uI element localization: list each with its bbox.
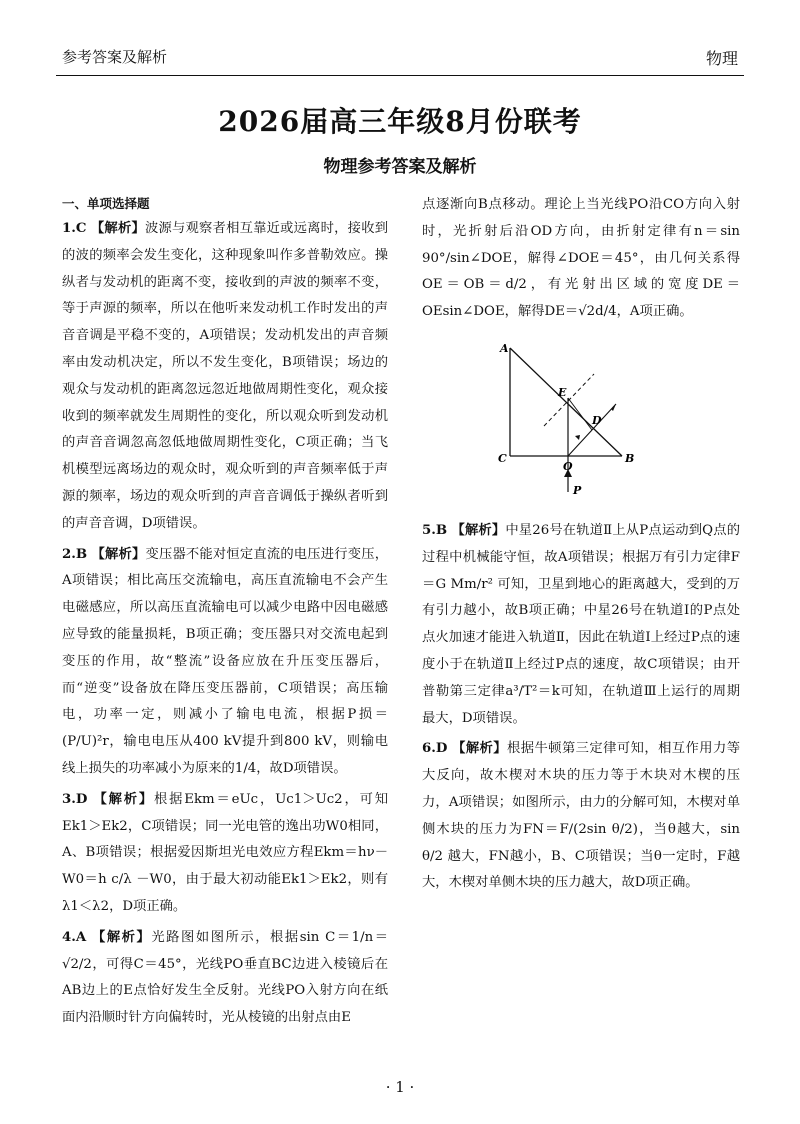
answer-5-text: 中星26号在轨道Ⅱ上从P点运动到Q点的过程中机械能守恒，故A项错误；根据万有引力定律F＝G Mm/r² 可知，卫星到地心的距离越大，受到的万有引力越小，故B项正确；中星26号在轨道Ⅰ的P点处点火加速才能进入轨道Ⅱ，因此在轨道Ⅰ上经过P点的速度小于在轨道Ⅱ上经过P点的速度，故C项错误；由开普勒第三定律a³/T²＝k可知，在轨道Ⅲ上运行的周期最大，D项错误。 [422, 522, 740, 726]
answer-1-head: 1.C [62, 221, 87, 236]
label-e: E [558, 385, 567, 399]
segment-ed [568, 398, 592, 430]
answer-5-head: 5.B [422, 522, 448, 538]
answer-6 [422, 736, 740, 897]
left-column [62, 193, 388, 1036]
answer-2-head: 2.B [62, 546, 88, 562]
header-left: 参考答案及解析 [62, 48, 168, 66]
answer-6-text: 根据牛顿第三定律可知，相互作用力等大反向，故木楔对木块的压力等于木块对木楔的压力，A项错误；如图所示，由力的分解可知，木楔对单侧木块的压力为FN＝F/(2sin θ/2)，当θ越大，sin θ/2 越大，FN越小，B、C项错误；当θ一定时，F越大，木楔对单侧木块的压力越大，故D项正确。 [422, 741, 741, 891]
page-number: · 1 · [385, 1078, 415, 1096]
answer-2-tag: 【解析】 [91, 546, 146, 562]
section-heading: 一、单项选择题 [62, 196, 150, 211]
answer-4-continued [422, 192, 740, 326]
answer-6-tag: 【解析】 [452, 741, 508, 757]
label-o: O [563, 459, 573, 473]
header-rule [56, 75, 744, 76]
answer-3 [62, 787, 388, 921]
answer-4 [62, 925, 388, 1032]
answer-4-text-left: 光路图如图所示，根据sin C＝1/n＝√2/2，可得C＝45°，光线PO垂直BC边进入棱镜后在AB边上的E点恰好发生全反射。光线PO入射方向在纸面内沿顺时针方向偏转时，光从棱镜的出射点由E [62, 929, 389, 1026]
prism-diagram [422, 330, 740, 512]
answer-6-head: 6.D [422, 741, 448, 757]
label-p: P [573, 483, 582, 497]
answer-5-tag: 【解析】 [451, 522, 506, 538]
answer-2-formula: P损＝(P/U)²r [62, 707, 388, 750]
answer-2-text1: 变压器不能对恒定直流的电压进行变压，A项错误；相比高压交流输电，高压直流输电不会产生电磁感应，所以高压直流输电可以减少电路中因电磁感应导致的能量损耗，B项正确；变压器只对交流电起到变压的作用，故“整流”设备应放在升压变压器后，而“逆变”设备放在降压变压器前，C项错误；高压输电，功率一定，则减小了输电电流，根据 [62, 546, 389, 723]
edge-ab [510, 348, 622, 456]
answer-1-tag: 【解析】 [90, 221, 145, 236]
label-a: A [500, 341, 509, 355]
label-c: C [498, 451, 507, 465]
prism-figure [422, 330, 740, 512]
answer-3-head: 3.D [62, 791, 88, 807]
answer-1 [62, 216, 388, 538]
answer-4-tag: 【解析】 [91, 929, 152, 945]
answer-5 [422, 518, 740, 732]
right-column [422, 192, 740, 901]
answer-2 [62, 542, 388, 783]
answer-4-text-right: 点逐渐向B点移动。理论上当光线PO沿CO方向入射时，光折射后沿OD方向，由折射定律有n＝sin 90°/sin∠DOE，解得∠DOE＝45°，由几何关系得OE＝OB＝d/2，有光射出区域的宽度DE＝OEsin∠DOE，解得DE＝√2d/4，A项正确。 [422, 197, 740, 320]
answer-1-text: 波源与观察者相互靠近或远离时，接收到的波的频率会发生变化，这种现象叫作多普勒效应。操纵者与发动机的距离不变，接收到的声波的频率不变，等于声源的频率，所以在他听来发动机工作时发出的声音音调是平稳不变的，A项错误；发动机发出的声音频率由发动机决定，所以不发生变化，B项错误；场边的观众与发动机的距离忽远忽近地做周期性变化，观众接收到的频率就发生周期性的变化，所以观众听到发动机的声音音调忽高忽低地做周期性变化，C项正确；当飞机模型远离场边的观众时，观众听到的声音频率低于声源的频率，场边的观众听到的声音音调低于操纵者听到的声音音调，D项错误。 [62, 221, 389, 531]
answer-3-tag: 【解析】 [93, 791, 155, 807]
label-b: B [625, 451, 635, 465]
answer-3-text: 根据Ekm＝eUc，Uc1＞Uc2，可知Ek1＞Ek2，C项错误；同一光电管的逸出功W0相同，A、B项错误；根据爱因斯坦光电效应方程Ekm＝hν－W0＝h c/λ －W0，由于最大初动能Ek1＞Ek2，则有λ1＜λ2，D项正确。 [62, 791, 389, 914]
answer-4-head: 4.A [62, 929, 87, 945]
page-subtitle: 物理参考答案及解析 [323, 157, 477, 177]
answer-2-text2: ，输电电压从400 kV提升到800 kV，则输电线上损失的功率减小为原来的1/4，故D项错误。 [62, 734, 388, 776]
label-d: D [592, 413, 602, 427]
ray-od [568, 430, 592, 456]
header-right: 物理 [705, 49, 738, 68]
ray-arrow-mid [575, 435, 580, 440]
page-title: 2026届高三年级8月份联考 [218, 105, 582, 138]
ray-arrow-out [611, 404, 616, 411]
